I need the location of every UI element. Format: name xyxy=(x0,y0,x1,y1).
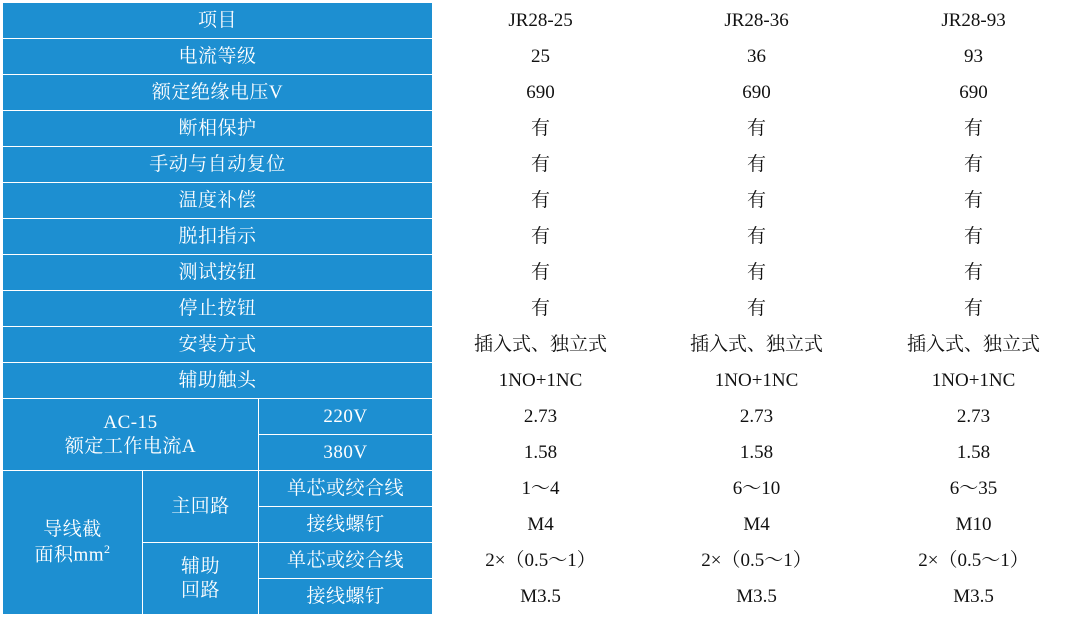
table-row xyxy=(3,291,1083,327)
row-value: 有 xyxy=(433,111,649,147)
header-model-1: JR28-25 xyxy=(433,3,649,39)
wire-aux-circuit-label xyxy=(143,543,259,615)
wire-aux-label-line1: 辅助 xyxy=(180,555,220,577)
row-label: 安装方式 xyxy=(3,327,433,363)
row-value: 2.73 xyxy=(865,399,1083,435)
table-row xyxy=(3,183,1083,219)
row-value: 2.73 xyxy=(433,399,649,435)
row-value: 2×（0.5～1） xyxy=(433,543,649,579)
row-value: 有 xyxy=(433,219,649,255)
wire-label-line2: 面积$mm^2$ xyxy=(34,541,111,566)
row-value: 有 xyxy=(865,183,1083,219)
row-label: 测试按钮 xyxy=(3,255,433,291)
row-value: 1NO+1NC xyxy=(649,363,865,399)
row-value: 有 xyxy=(433,291,649,327)
table-header-row xyxy=(3,3,1083,39)
row-label: 停止按钮 xyxy=(3,291,433,327)
wire-sub-label: 接线螺钉 xyxy=(259,507,433,543)
row-label: 电流等级 xyxy=(3,39,433,75)
row-value: 有 xyxy=(649,291,865,327)
table-row xyxy=(3,75,1083,111)
row-value: M3.5 xyxy=(433,579,649,615)
table-row xyxy=(3,219,1083,255)
row-value: 有 xyxy=(433,255,649,291)
row-value: 1.58 xyxy=(433,435,649,471)
row-value: 1NO+1NC xyxy=(865,363,1083,399)
row-value: 2.73 xyxy=(649,399,865,435)
row-label: 额定绝缘电压V xyxy=(3,75,433,111)
table-row xyxy=(3,147,1083,183)
row-value: 1NO+1NC xyxy=(433,363,649,399)
row-label: 脱扣指示 xyxy=(3,219,433,255)
row-value: 690 xyxy=(433,75,649,111)
ac15-label-line2: 额定工作电流A xyxy=(64,435,197,457)
table-row xyxy=(3,363,1083,399)
row-label: 辅助触头 xyxy=(3,363,433,399)
header-item-label: 项目 xyxy=(3,3,433,39)
ac15-row-220v xyxy=(3,399,1083,435)
row-value: 2×（0.5～1） xyxy=(865,543,1083,579)
table-row xyxy=(3,255,1083,291)
header-model-3: JR28-93 xyxy=(865,3,1083,39)
row-label: 断相保护 xyxy=(3,111,433,147)
row-value: 25 xyxy=(433,39,649,75)
wire-label-superscript: 2 xyxy=(104,541,111,556)
row-value: 有 xyxy=(865,111,1083,147)
row-value: 有 xyxy=(865,147,1083,183)
row-value: 有 xyxy=(649,255,865,291)
row-value: M10 xyxy=(865,507,1083,543)
row-value: 插入式、独立式 xyxy=(649,327,865,363)
row-value: 1～4 xyxy=(433,471,649,507)
ac15-group-label xyxy=(3,399,259,471)
table-row xyxy=(3,327,1083,363)
row-value: 插入式、独立式 xyxy=(865,327,1083,363)
ac15-sub-label: 220V xyxy=(259,399,433,435)
ac15-label-line1: AC-15 xyxy=(103,411,158,433)
row-value: 有 xyxy=(649,147,865,183)
row-label: 温度补偿 xyxy=(3,183,433,219)
row-value: 有 xyxy=(865,255,1083,291)
row-value: 有 xyxy=(865,219,1083,255)
table-row xyxy=(3,39,1083,75)
row-value: 有 xyxy=(433,147,649,183)
row-value: M4 xyxy=(433,507,649,543)
row-value: 有 xyxy=(865,291,1083,327)
row-label: 手动与自动复位 xyxy=(3,147,433,183)
specification-table xyxy=(2,2,1083,615)
row-value: 1.58 xyxy=(865,435,1083,471)
table-row xyxy=(3,111,1083,147)
row-value: 1.58 xyxy=(649,435,865,471)
row-value: M3.5 xyxy=(865,579,1083,615)
row-value: M3.5 xyxy=(649,579,865,615)
header-model-2: JR28-36 xyxy=(649,3,865,39)
row-value: 有 xyxy=(649,111,865,147)
wire-aux-label-line2: 回路 xyxy=(180,579,220,601)
row-value: 有 xyxy=(433,183,649,219)
row-value: 36 xyxy=(649,39,865,75)
row-value: 6～10 xyxy=(649,471,865,507)
wire-sub-label: 接线螺钉 xyxy=(259,579,433,615)
wire-sub-label: 单芯或绞合线 xyxy=(259,543,433,579)
row-value: 有 xyxy=(649,219,865,255)
row-value: 690 xyxy=(649,75,865,111)
wire-aux-row-conductor xyxy=(3,543,1083,579)
row-value: 690 xyxy=(865,75,1083,111)
row-value: 93 xyxy=(865,39,1083,75)
ac15-sub-label: 380V xyxy=(259,435,433,471)
wire-group-label xyxy=(3,471,143,615)
row-value: 有 xyxy=(649,183,865,219)
row-value: M4 xyxy=(649,507,865,543)
wire-label-line1: 导线截 xyxy=(43,519,102,541)
row-value: 插入式、独立式 xyxy=(433,327,649,363)
wire-main-circuit-label: 主回路 xyxy=(143,471,259,543)
row-value: 6～35 xyxy=(865,471,1083,507)
row-value: 2×（0.5～1） xyxy=(649,543,865,579)
wire-main-row-conductor xyxy=(3,471,1083,507)
wire-sub-label: 单芯或绞合线 xyxy=(259,471,433,507)
